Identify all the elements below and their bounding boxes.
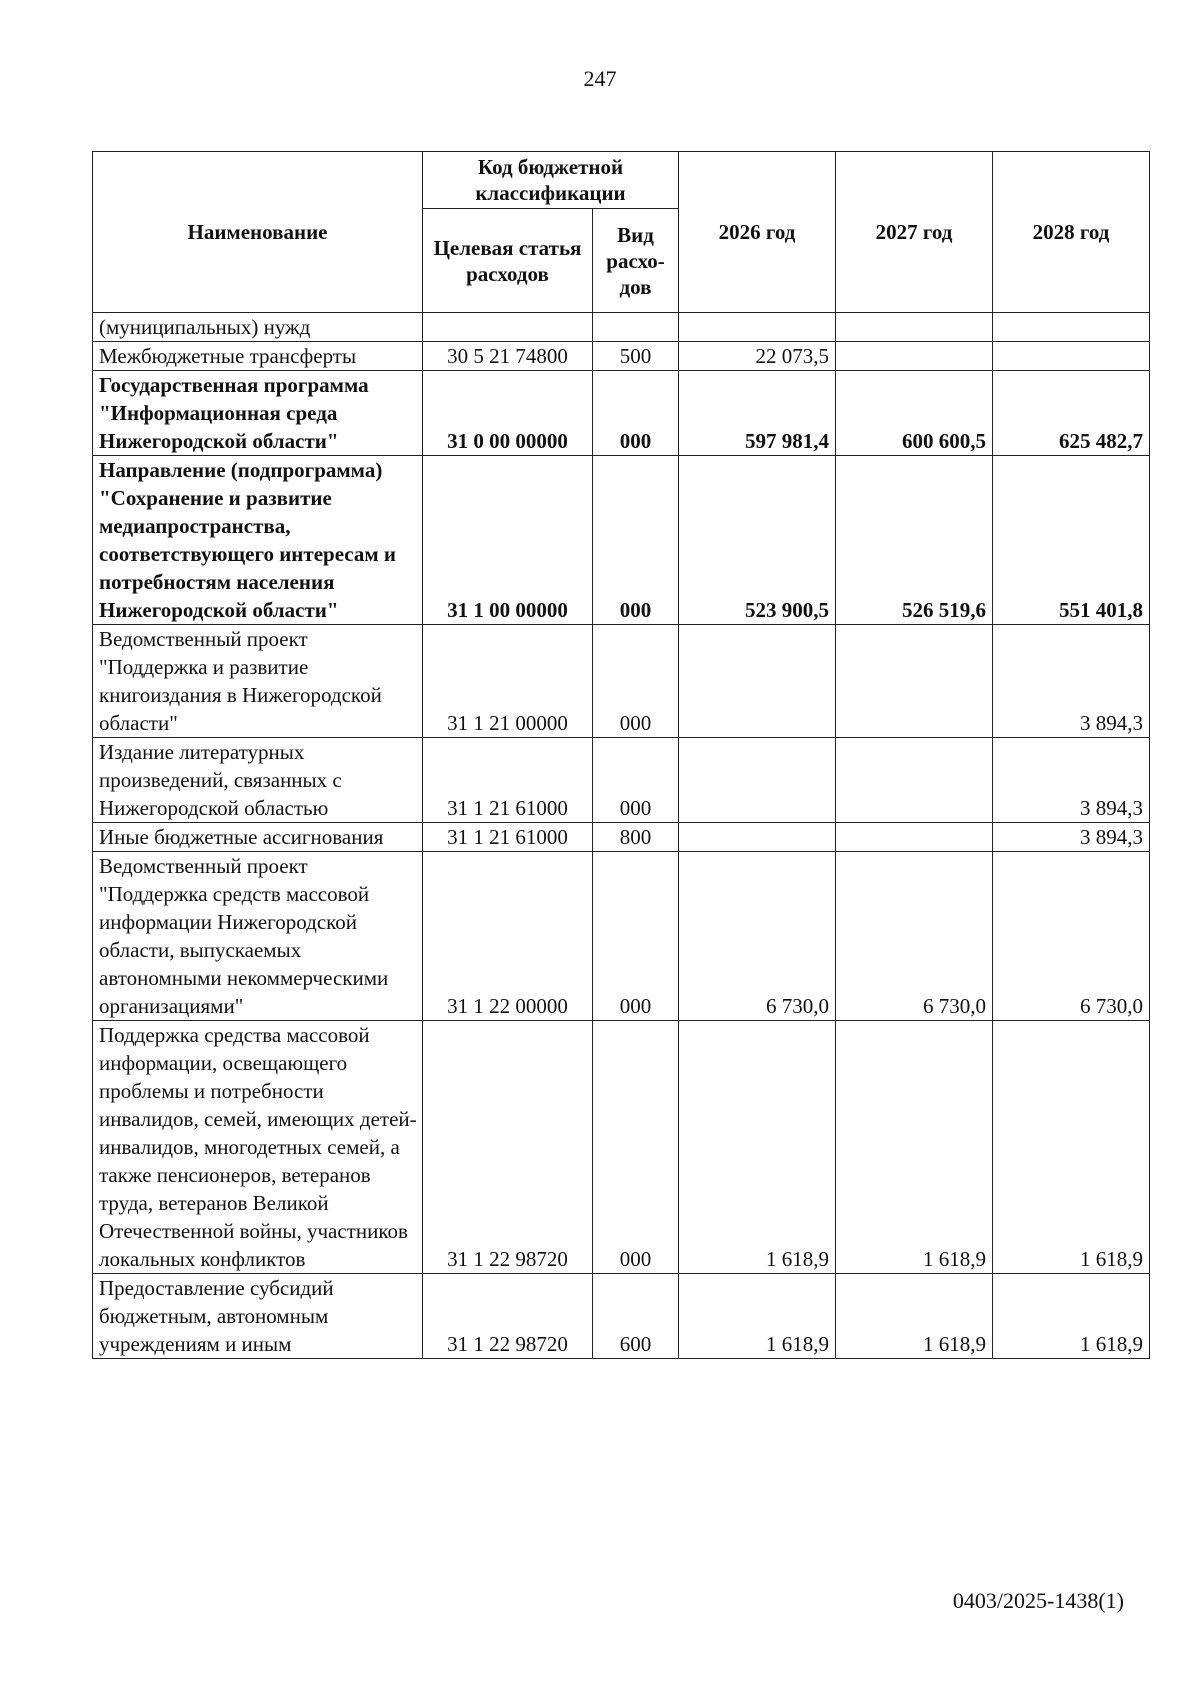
table-row <box>93 852 1150 1021</box>
cell-name: Издание литературных произведений, связанных с Нижегородской областью <box>93 738 423 823</box>
footer-document-code: 0403/2025-1438(1) <box>952 1588 1124 1613</box>
cell-year-2028 <box>993 342 1150 371</box>
cell-year-2027 <box>836 313 993 342</box>
header-budget-code: Код бюджетной классификации <box>423 152 679 209</box>
header-expense-type: Вид расхо-дов <box>593 209 679 313</box>
cell-year-2028: 6 730,0 <box>993 852 1150 1021</box>
header-name: Наименование <box>93 152 423 313</box>
cell-expense-type: 800 <box>593 823 679 852</box>
page-number: 247 <box>583 66 617 91</box>
cell-expense-type: 600 <box>593 1274 679 1359</box>
cell-name: Ведомственный проект "Поддержка средств массовой информации Нижегородской области, выпускаемых автономными некоммерческими организациями" <box>93 852 423 1021</box>
cell-name: Иные бюджетные ассигнования <box>93 823 423 852</box>
cell-name: Межбюджетные трансферты <box>93 342 423 371</box>
cell-year-2028: 1 618,9 <box>993 1021 1150 1274</box>
cell-target-article: 31 1 21 61000 <box>423 823 593 852</box>
header-year-2028: 2028 год <box>993 152 1150 313</box>
cell-year-2026: 523 900,5 <box>679 456 836 625</box>
cell-expense-type: 000 <box>593 738 679 823</box>
cell-expense-type: 500 <box>593 342 679 371</box>
cell-target-article: 31 1 00 00000 <box>423 456 593 625</box>
cell-year-2027 <box>836 738 993 823</box>
cell-year-2026: 6 730,0 <box>679 852 836 1021</box>
table-row <box>93 823 1150 852</box>
cell-year-2026: 22 073,5 <box>679 342 836 371</box>
table-row <box>93 342 1150 371</box>
cell-year-2027: 6 730,0 <box>836 852 993 1021</box>
cell-expense-type: 000 <box>593 1021 679 1274</box>
cell-name: Поддержка средства массовой информации, освещающего проблемы и потребности инвалидов, семей, имеющих детей-инвалидов, многодетных семей, а также пенсионеров, ветеранов труда, ветеранов Великой Отечественной войны, участников локальных конфликтов <box>93 1021 423 1274</box>
cell-year-2027 <box>836 823 993 852</box>
cell-expense-type: 000 <box>593 371 679 456</box>
table-row <box>93 1274 1150 1359</box>
table-header <box>93 152 1150 313</box>
cell-expense-type: 000 <box>593 625 679 738</box>
table-body <box>93 313 1150 1359</box>
cell-year-2026 <box>679 823 836 852</box>
table-row <box>93 738 1150 823</box>
cell-year-2027: 600 600,5 <box>836 371 993 456</box>
cell-year-2028: 3 894,3 <box>993 625 1150 738</box>
cell-year-2026 <box>679 625 836 738</box>
cell-year-2026: 1 618,9 <box>679 1021 836 1274</box>
cell-name: Предоставление субсидий бюджетным, автономным учреждениям и иным <box>93 1274 423 1359</box>
cell-year-2026: 1 618,9 <box>679 1274 836 1359</box>
cell-name: Ведомственный проект "Поддержка и развитие книгоиздания в Нижегородской области" <box>93 625 423 738</box>
cell-target-article: 30 5 21 74800 <box>423 342 593 371</box>
cell-target-article: 31 1 22 00000 <box>423 852 593 1021</box>
cell-name: (муниципальных) нужд <box>93 313 423 342</box>
cell-name: Направление (подпрограмма) "Сохранение и развитие медиапространства, соответствующего интересам и потребностям населения Нижегородской области" <box>93 456 423 625</box>
table-row <box>93 625 1150 738</box>
table-row <box>93 371 1150 456</box>
cell-year-2026 <box>679 738 836 823</box>
cell-year-2026 <box>679 313 836 342</box>
cell-year-2028: 3 894,3 <box>993 823 1150 852</box>
cell-year-2027 <box>836 625 993 738</box>
header-year-2026: 2026 год <box>679 152 836 313</box>
cell-target-article: 31 1 21 00000 <box>423 625 593 738</box>
table-row <box>93 313 1150 342</box>
cell-target-article: 31 1 21 61000 <box>423 738 593 823</box>
table-row <box>93 456 1150 625</box>
header-target-article: Целевая статья расходов <box>423 209 593 313</box>
cell-year-2028: 3 894,3 <box>993 738 1150 823</box>
cell-target-article: 31 0 00 00000 <box>423 371 593 456</box>
cell-year-2027: 1 618,9 <box>836 1021 993 1274</box>
cell-target-article <box>423 313 593 342</box>
cell-expense-type <box>593 313 679 342</box>
cell-year-2027 <box>836 342 993 371</box>
header-year-2027: 2027 год <box>836 152 993 313</box>
cell-expense-type: 000 <box>593 852 679 1021</box>
cell-year-2028: 551 401,8 <box>993 456 1150 625</box>
cell-name: Государственная программа "Информационная среда Нижегородской области" <box>93 371 423 456</box>
budget-table <box>92 151 1150 1359</box>
table-row <box>93 1021 1150 1274</box>
cell-target-article: 31 1 22 98720 <box>423 1274 593 1359</box>
cell-year-2026: 597 981,4 <box>679 371 836 456</box>
cell-target-article: 31 1 22 98720 <box>423 1021 593 1274</box>
cell-year-2028: 625 482,7 <box>993 371 1150 456</box>
cell-year-2028: 1 618,9 <box>993 1274 1150 1359</box>
cell-year-2028 <box>993 313 1150 342</box>
cell-year-2027: 526 519,6 <box>836 456 993 625</box>
cell-expense-type: 000 <box>593 456 679 625</box>
cell-year-2027: 1 618,9 <box>836 1274 993 1359</box>
